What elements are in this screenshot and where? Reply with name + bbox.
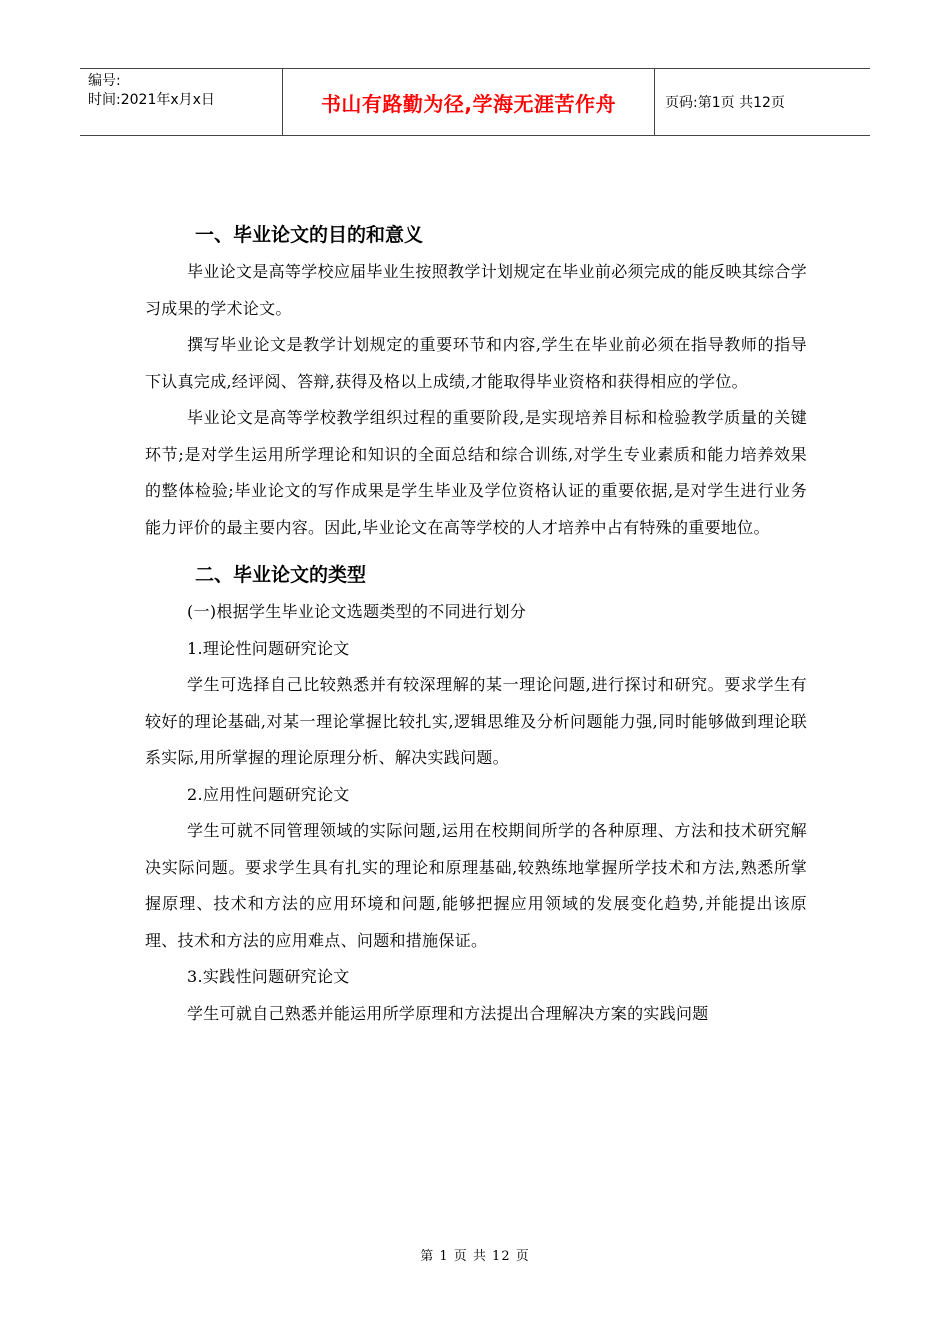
- paragraph: 毕业论文是高等学校教学组织过程的重要阶段,是实现培养目标和检验教学质量的关键环节;是对学生运用所学理论和知识的全面总结和综合训练,对学生专业素质和能力培养效果的整体检验;毕业论文的写作成果是学生毕业及学位资格认证的重要依据,是对学生进行业务能力评价的最主要内容。因此,毕业论文在高等学校的人才培养中占有特殊的重要地位。: [145, 408, 807, 537]
- header-meta: [80, 69, 283, 135]
- header-motto: 书山有路勤为径,学海无涯苦作舟: [283, 69, 655, 135]
- page-header: [80, 68, 870, 136]
- paragraph: 撰写毕业论文是教学计划规定的重要环节和内容,学生在毕业前必须在指导教师的指导下认真完成,经评阅、答辩,获得及格以上成绩,才能取得毕业资格和获得相应的学位。: [145, 335, 807, 391]
- section-title-purpose: 一、毕业论文的目的和意义: [195, 224, 424, 246]
- item-heading: 2.应用性问题研究论文: [187, 784, 350, 804]
- header-page-info: 页码:第1页 共12页: [665, 95, 785, 111]
- page-footer: 第 1 页 共 12 页: [420, 1249, 530, 1264]
- item-heading: 3.实践性问题研究论文: [187, 967, 350, 986]
- subsection-heading: (一)根据学生毕业论文选题类型的不同进行划分: [187, 602, 527, 621]
- section-title-types: 二、毕业论文的类型: [195, 564, 367, 586]
- paragraph: 毕业论文是高等学校应届毕业生按照教学计划规定在毕业前必须完成的能反映其综合学习成果的学术论文。: [145, 262, 807, 318]
- paragraph: 学生可就自己熟悉并能运用所学原理和方法提出合理解决方案的实践问题: [187, 1003, 709, 1023]
- paragraph: 学生可选择自己比较熟悉并有较深理解的某一理论问题,进行探讨和研究。要求学生有较好的理论基础,对某一理论掌握比较扎实,逻辑思维及分析问题能力强,同时能够做到理论联系实际,用所掌握的理论原理分析、解决实践问题。: [145, 675, 807, 767]
- item-heading: 1.理论性问题研究论文: [187, 638, 350, 658]
- paragraph: 学生可就不同管理领域的实际问题,运用在校期间所学的各种原理、方法和技术研究解决实际问题。要求学生具有扎实的理论和原理基础,较熟练地掌握所学技术和方法,熟悉所掌握原理、技术和方法的应用环境和问题,能够把握应用领域的发展变化趋势,并能提出该原理、技术和方法的应用难点、问题和措施保证。: [145, 821, 807, 950]
- document-body: [145, 216, 807, 1032]
- header-code-label: 编号:: [88, 73, 121, 89]
- header-time-label: 时间:2021年x月x日: [88, 92, 215, 108]
